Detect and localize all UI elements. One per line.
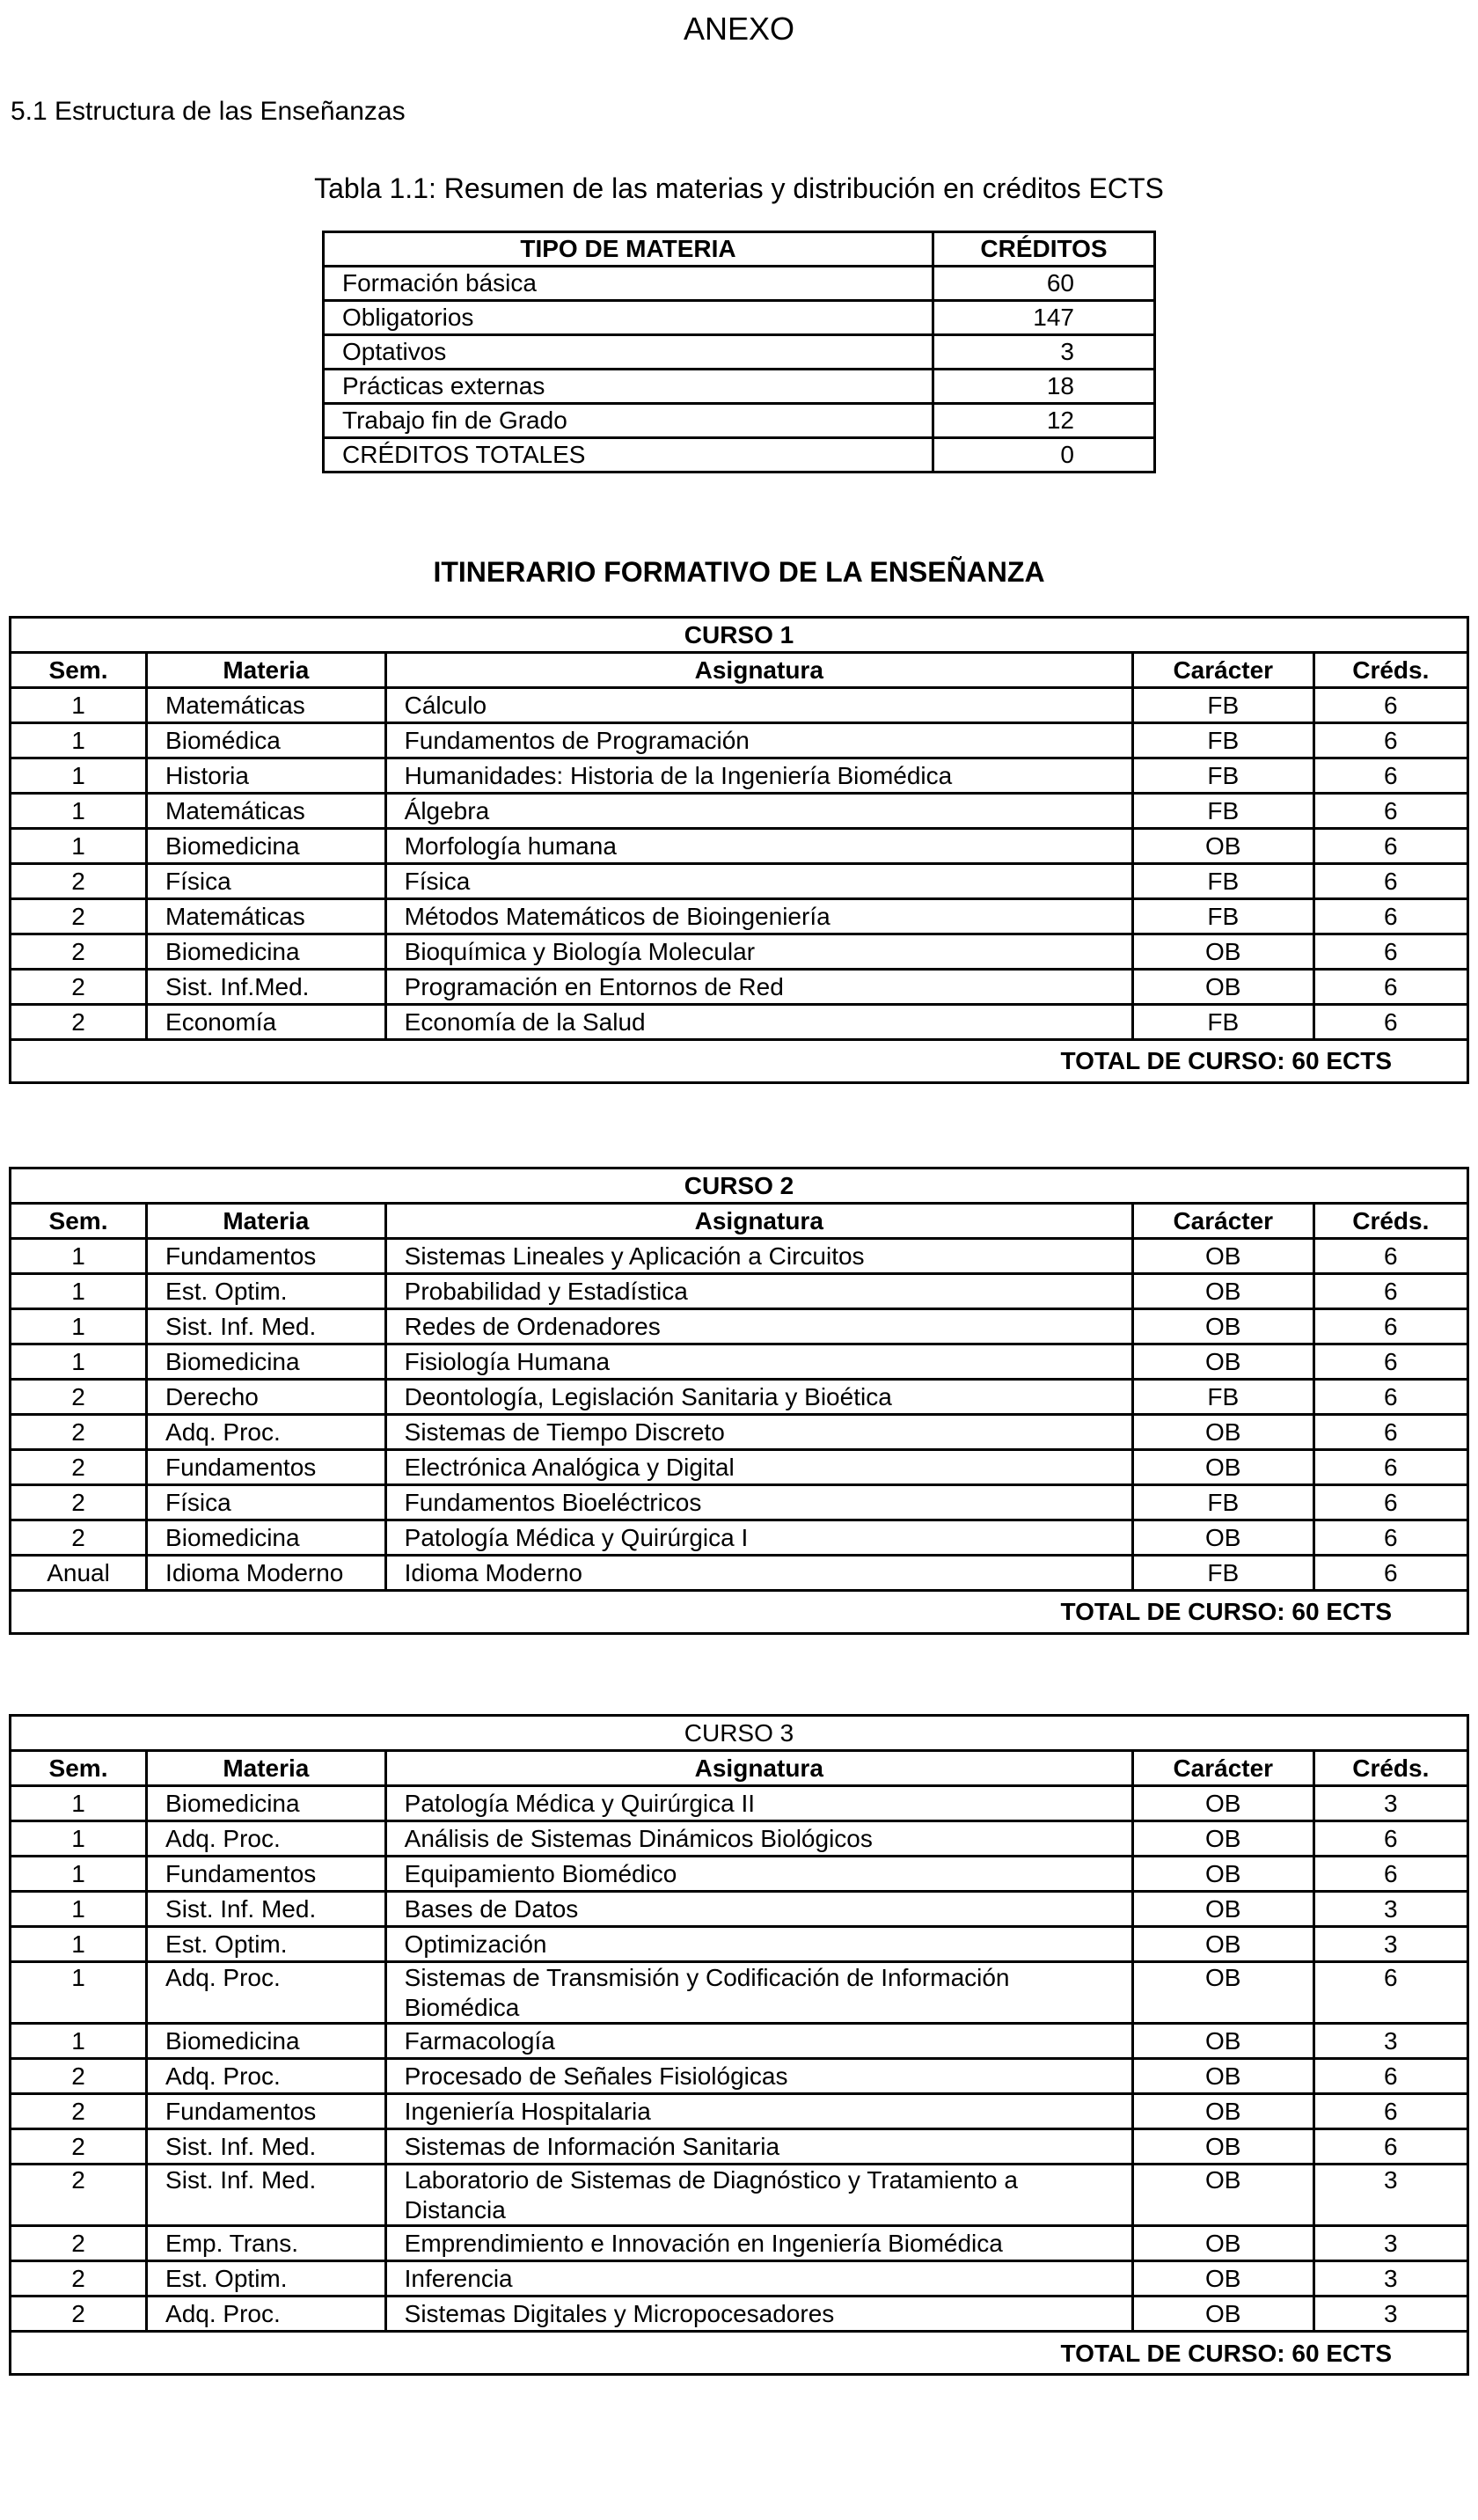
caracter-cell: OB: [1132, 2129, 1313, 2165]
credits-cell: 6: [1313, 1450, 1467, 1485]
table-header-row: [11, 653, 1468, 688]
credits-cell: 6: [1313, 1520, 1467, 1556]
asignatura-cell: Bioquímica y Biología Molecular: [385, 934, 1132, 970]
materia-cell: Biomédica: [147, 723, 386, 758]
course-total: TOTAL DE CURSO: 60 ECTS: [11, 1591, 1468, 1634]
caracter-cell: OB: [1132, 1415, 1313, 1450]
credits-cell: 18: [933, 370, 1155, 404]
itinerary-title: ITINERARIO FORMATIVO DE LA ENSEÑANZA: [433, 556, 1045, 588]
credits-cell: 6: [1313, 794, 1467, 829]
credits-cell: 6: [1313, 1857, 1467, 1892]
table-row: [324, 404, 1155, 438]
materia-cell: Fundamentos: [147, 2094, 386, 2129]
credits-cell: 6: [1313, 970, 1467, 1005]
materia-cell: Est. Optim.: [147, 2261, 386, 2297]
materia-type-cell: Formación básica: [324, 267, 933, 301]
caracter-cell: OB: [1132, 970, 1313, 1005]
credits-cell: 147: [933, 301, 1155, 335]
caracter-cell: OB: [1132, 1239, 1313, 1274]
caracter-cell: FB: [1132, 899, 1313, 934]
caracter-cell: OB: [1132, 934, 1313, 970]
course-title: CURSO 2: [11, 1168, 1468, 1204]
credits-summary-table: [322, 231, 1156, 473]
caracter-cell: OB: [1132, 2094, 1313, 2129]
course-2-table: [9, 1167, 1469, 1635]
semester-cell: 2: [11, 2129, 147, 2165]
semester-cell: 1: [11, 794, 147, 829]
materia-cell: Sist. Inf.Med.: [147, 970, 386, 1005]
course-total-row: [11, 2332, 1468, 2375]
caracter-cell: OB: [1132, 2059, 1313, 2094]
asignatura-cell: Humanidades: Historia de la Ingeniería Biomédica: [385, 758, 1132, 794]
materia-cell: Biomedicina: [147, 1520, 386, 1556]
materia-cell: Física: [147, 1485, 386, 1520]
table-row: [11, 1309, 1468, 1344]
table-row: [11, 1927, 1468, 1962]
asignatura-cell: Sistemas Lineales y Aplicación a Circuitos: [385, 1239, 1132, 1274]
semester-cell: 2: [11, 1415, 147, 1450]
course-1-table: [9, 616, 1469, 1084]
caracter-cell: OB: [1132, 1520, 1313, 1556]
asignatura-cell: Laboratorio de Sistemas de Diagnóstico y Tratamiento a Distancia: [385, 2165, 1132, 2226]
credits-cell: 6: [1313, 1962, 1467, 2024]
table-row: [11, 1892, 1468, 1927]
asignatura-cell: Procesado de Señales Fisiológicas: [385, 2059, 1132, 2094]
materia-cell: Sist. Inf. Med.: [147, 1309, 386, 1344]
table-row: [324, 301, 1155, 335]
course-total-row: [11, 1591, 1468, 1634]
credits-cell: 3: [1313, 1927, 1467, 1962]
caracter-cell: FB: [1132, 723, 1313, 758]
semester-cell: 1: [11, 2024, 147, 2059]
materia-cell: Sist. Inf. Med.: [147, 2129, 386, 2165]
materia-cell: Fundamentos: [147, 1450, 386, 1485]
credits-cell: 6: [1313, 1556, 1467, 1591]
table-row: [11, 794, 1468, 829]
materia-cell: Adq. Proc.: [147, 1962, 386, 2024]
credits-cell: 3: [933, 335, 1155, 370]
semester-cell: 1: [11, 1239, 147, 1274]
materia-cell: Fundamentos: [147, 1857, 386, 1892]
credits-cell: 6: [1313, 1415, 1467, 1450]
credits-cell: 3: [1313, 2165, 1467, 2226]
column-header: Asignatura: [385, 653, 1132, 688]
materia-cell: Idioma Moderno: [147, 1556, 386, 1591]
section-heading: 5.1 Estructura de las Enseñanzas: [11, 97, 406, 126]
asignatura-cell: Optimización: [385, 1927, 1132, 1962]
credits-cell: 6: [1313, 758, 1467, 794]
credits-cell: 3: [1313, 2024, 1467, 2059]
table-row: [11, 723, 1468, 758]
asignatura-cell: Economía de la Salud: [385, 1005, 1132, 1040]
document-title: ANEXO: [683, 11, 795, 47]
table-row: [11, 2059, 1468, 2094]
table-row: [11, 2094, 1468, 2129]
caracter-cell: OB: [1132, 1450, 1313, 1485]
materia-cell: Emp. Trans.: [147, 2226, 386, 2261]
caracter-cell: OB: [1132, 2261, 1313, 2297]
asignatura-cell: Deontología, Legislación Sanitaria y Bioética: [385, 1380, 1132, 1415]
materia-type-cell: Obligatorios: [324, 301, 933, 335]
semester-cell: 1: [11, 1344, 147, 1380]
materia-cell: Física: [147, 864, 386, 899]
table-row: [11, 1380, 1468, 1415]
credits-cell: 0: [933, 438, 1155, 472]
semester-cell: 2: [11, 2059, 147, 2094]
table-row: [11, 829, 1468, 864]
materia-cell: Sist. Inf. Med.: [147, 2165, 386, 2226]
materia-type-cell: Optativos: [324, 335, 933, 370]
table-row: [324, 267, 1155, 301]
table-row: [11, 1005, 1468, 1040]
table-row: [11, 1415, 1468, 1450]
caracter-cell: FB: [1132, 1485, 1313, 1520]
semester-cell: 2: [11, 2094, 147, 2129]
table-header-row: [324, 232, 1155, 267]
credits-cell: 6: [1313, 864, 1467, 899]
credits-cell: 6: [1313, 1485, 1467, 1520]
column-header: Asignatura: [385, 1204, 1132, 1239]
table-row: [11, 1962, 1468, 2024]
column-header: Sem.: [11, 653, 147, 688]
caracter-cell: OB: [1132, 1857, 1313, 1892]
table-row: [11, 2165, 1468, 2226]
caracter-cell: FB: [1132, 864, 1313, 899]
semester-cell: 1: [11, 1857, 147, 1892]
credits-cell: 3: [1313, 2226, 1467, 2261]
column-header: Materia: [147, 1751, 386, 1786]
caracter-cell: OB: [1132, 1309, 1313, 1344]
table-row: [11, 1239, 1468, 1274]
credits-cell: 6: [1313, 829, 1467, 864]
asignatura-cell: Métodos Matemáticos de Bioingeniería: [385, 899, 1132, 934]
asignatura-cell: Sistemas de Tiempo Discreto: [385, 1415, 1132, 1450]
caracter-cell: OB: [1132, 2297, 1313, 2332]
table-row: [11, 758, 1468, 794]
column-header: Sem.: [11, 1204, 147, 1239]
column-header: Créds.: [1313, 1204, 1467, 1239]
table-row: [11, 1520, 1468, 1556]
asignatura-cell: Física: [385, 864, 1132, 899]
asignatura-cell: Ingeniería Hospitalaria: [385, 2094, 1132, 2129]
asignatura-cell: Cálculo: [385, 688, 1132, 723]
caracter-cell: OB: [1132, 829, 1313, 864]
materia-cell: Biomedicina: [147, 829, 386, 864]
caracter-cell: OB: [1132, 1786, 1313, 1821]
materia-cell: Est. Optim.: [147, 1927, 386, 1962]
materia-type-cell: Prácticas externas: [324, 370, 933, 404]
semester-cell: 2: [11, 864, 147, 899]
materia-cell: Adq. Proc.: [147, 1821, 386, 1857]
table-row: [11, 1450, 1468, 1485]
column-header: Materia: [147, 1204, 386, 1239]
caracter-cell: OB: [1132, 1962, 1313, 2024]
semester-cell: 1: [11, 723, 147, 758]
credits-cell: 6: [1313, 1821, 1467, 1857]
caracter-cell: OB: [1132, 2226, 1313, 2261]
table-row: [11, 1786, 1468, 1821]
materia-cell: Derecho: [147, 1380, 386, 1415]
asignatura-cell: Patología Médica y Quirúrgica I: [385, 1520, 1132, 1556]
semester-cell: 1: [11, 758, 147, 794]
materia-cell: Economía: [147, 1005, 386, 1040]
semester-cell: 1: [11, 1309, 147, 1344]
credits-cell: 6: [1313, 1344, 1467, 1380]
semester-cell: Anual: [11, 1556, 147, 1591]
column-header: Sem.: [11, 1751, 147, 1786]
semester-cell: 1: [11, 1274, 147, 1309]
semester-cell: 1: [11, 1786, 147, 1821]
table-row: [11, 1821, 1468, 1857]
credits-cell: 6: [1313, 723, 1467, 758]
semester-cell: 1: [11, 1821, 147, 1857]
asignatura-cell: Sistemas de Transmisión y Codificación de Información Biomédica: [385, 1962, 1132, 2024]
semester-cell: 2: [11, 2297, 147, 2332]
semester-cell: 1: [11, 1927, 147, 1962]
credits-cell: 3: [1313, 1892, 1467, 1927]
table-row: [11, 2129, 1468, 2165]
table-header-row: [11, 1204, 1468, 1239]
caracter-cell: FB: [1132, 1380, 1313, 1415]
materia-cell: Adq. Proc.: [147, 2297, 386, 2332]
asignatura-cell: Fisiología Humana: [385, 1344, 1132, 1380]
table-row: [11, 2226, 1468, 2261]
table-row: [11, 899, 1468, 934]
table-row: [11, 1857, 1468, 1892]
materia-cell: Biomedicina: [147, 1786, 386, 1821]
semester-cell: 1: [11, 688, 147, 723]
column-header: Asignatura: [385, 1751, 1132, 1786]
asignatura-cell: Inferencia: [385, 2261, 1132, 2297]
column-header: Créds.: [1313, 1751, 1467, 1786]
caracter-cell: OB: [1132, 1344, 1313, 1380]
caracter-cell: FB: [1132, 1556, 1313, 1591]
caracter-cell: OB: [1132, 1274, 1313, 1309]
materia-cell: Biomedicina: [147, 2024, 386, 2059]
semester-cell: 2: [11, 1450, 147, 1485]
caracter-cell: FB: [1132, 1005, 1313, 1040]
asignatura-cell: Farmacología: [385, 2024, 1132, 2059]
table-header-row: [11, 1751, 1468, 1786]
semester-cell: 2: [11, 1380, 147, 1415]
course-title: CURSO 1: [11, 618, 1468, 653]
table-row: [11, 864, 1468, 899]
table-row: [11, 1556, 1468, 1591]
credits-cell: 6: [1313, 688, 1467, 723]
asignatura-cell: Patología Médica y Quirúrgica II: [385, 1786, 1132, 1821]
table-row: [11, 2297, 1468, 2332]
semester-cell: 2: [11, 2226, 147, 2261]
credits-cell: 6: [1313, 2094, 1467, 2129]
asignatura-cell: Fundamentos de Programación: [385, 723, 1132, 758]
table-caption: Tabla 1.1: Resumen de las materias y distribución en créditos ECTS: [314, 172, 1164, 204]
credits-cell: 6: [1313, 1274, 1467, 1309]
asignatura-cell: Equipamiento Biomédico: [385, 1857, 1132, 1892]
table-row: [11, 2024, 1468, 2059]
semester-cell: 2: [11, 2261, 147, 2297]
table-row: [324, 370, 1155, 404]
materia-cell: Est. Optim.: [147, 1274, 386, 1309]
materia-type-cell: Trabajo fin de Grado: [324, 404, 933, 438]
caracter-cell: OB: [1132, 2024, 1313, 2059]
asignatura-cell: Bases de Datos: [385, 1892, 1132, 1927]
course-title-row: [11, 1168, 1468, 1204]
caracter-cell: OB: [1132, 1892, 1313, 1927]
materia-cell: Adq. Proc.: [147, 1415, 386, 1450]
course-title-row: [11, 618, 1468, 653]
course-total: TOTAL DE CURSO: 60 ECTS: [11, 2332, 1468, 2375]
credits-cell: 6: [1313, 2059, 1467, 2094]
asignatura-cell: Morfología humana: [385, 829, 1132, 864]
column-header: Créds.: [1313, 653, 1467, 688]
asignatura-cell: Programación en Entornos de Red: [385, 970, 1132, 1005]
credits-cell: 6: [1313, 1380, 1467, 1415]
credits-cell: 12: [933, 404, 1155, 438]
semester-cell: 1: [11, 1962, 147, 2024]
column-header: TIPO DE MATERIA: [324, 232, 933, 267]
caracter-cell: OB: [1132, 1821, 1313, 1857]
table-row: [11, 1485, 1468, 1520]
materia-cell: Adq. Proc.: [147, 2059, 386, 2094]
materia-cell: Fundamentos: [147, 1239, 386, 1274]
credits-cell: 6: [1313, 2129, 1467, 2165]
semester-cell: 2: [11, 970, 147, 1005]
credits-cell: 3: [1313, 2261, 1467, 2297]
materia-cell: Sist. Inf. Med.: [147, 1892, 386, 1927]
semester-cell: 1: [11, 829, 147, 864]
table-row: [324, 438, 1155, 472]
semester-cell: 2: [11, 1485, 147, 1520]
table-row: [11, 1274, 1468, 1309]
credits-cell: 6: [1313, 934, 1467, 970]
asignatura-cell: Emprendimiento e Innovación en Ingeniería Biomédica: [385, 2226, 1132, 2261]
column-header: CRÉDITOS: [933, 232, 1155, 267]
course-total-row: [11, 1040, 1468, 1083]
table-row: [11, 970, 1468, 1005]
semester-cell: 2: [11, 899, 147, 934]
semester-cell: 2: [11, 2165, 147, 2226]
column-header: Materia: [147, 653, 386, 688]
asignatura-cell: Fundamentos Bioeléctricos: [385, 1485, 1132, 1520]
credits-cell: 6: [1313, 1005, 1467, 1040]
column-header: Carácter: [1132, 1751, 1313, 1786]
semester-cell: 2: [11, 1005, 147, 1040]
asignatura-cell: Sistemas Digitales y Micropocesadores: [385, 2297, 1132, 2332]
table-row: [11, 1344, 1468, 1380]
caracter-cell: OB: [1132, 2165, 1313, 2226]
credits-cell: 3: [1313, 1786, 1467, 1821]
materia-cell: Matemáticas: [147, 899, 386, 934]
asignatura-cell: Redes de Ordenadores: [385, 1309, 1132, 1344]
table-row: [324, 335, 1155, 370]
table-row: [11, 688, 1468, 723]
caracter-cell: FB: [1132, 758, 1313, 794]
column-header: Carácter: [1132, 1204, 1313, 1239]
semester-cell: 2: [11, 1520, 147, 1556]
materia-cell: Historia: [147, 758, 386, 794]
semester-cell: 1: [11, 1892, 147, 1927]
credits-cell: 60: [933, 267, 1155, 301]
caracter-cell: OB: [1132, 1927, 1313, 1962]
asignatura-cell: Electrónica Analógica y Digital: [385, 1450, 1132, 1485]
asignatura-cell: Análisis de Sistemas Dinámicos Biológicos: [385, 1821, 1132, 1857]
asignatura-cell: Probabilidad y Estadística: [385, 1274, 1132, 1309]
materia-cell: Biomedicina: [147, 1344, 386, 1380]
table-row: [11, 2261, 1468, 2297]
materia-cell: Biomedicina: [147, 934, 386, 970]
semester-cell: 2: [11, 934, 147, 970]
asignatura-cell: Álgebra: [385, 794, 1132, 829]
materia-cell: Matemáticas: [147, 794, 386, 829]
credits-cell: 6: [1313, 1309, 1467, 1344]
column-header: Carácter: [1132, 653, 1313, 688]
credits-cell: 3: [1313, 2297, 1467, 2332]
credits-cell: 6: [1313, 899, 1467, 934]
course-total: TOTAL DE CURSO: 60 ECTS: [11, 1040, 1468, 1083]
caracter-cell: FB: [1132, 688, 1313, 723]
materia-type-cell: CRÉDITOS TOTALES: [324, 438, 933, 472]
caracter-cell: FB: [1132, 794, 1313, 829]
credits-cell: 6: [1313, 1239, 1467, 1274]
course-3-table: [9, 1714, 1469, 2376]
asignatura-cell: Sistemas de Información Sanitaria: [385, 2129, 1132, 2165]
materia-cell: Matemáticas: [147, 688, 386, 723]
table-row: [11, 934, 1468, 970]
course-title: CURSO 3: [11, 1716, 1468, 1751]
course-title-row: [11, 1716, 1468, 1751]
asignatura-cell: Idioma Moderno: [385, 1556, 1132, 1591]
